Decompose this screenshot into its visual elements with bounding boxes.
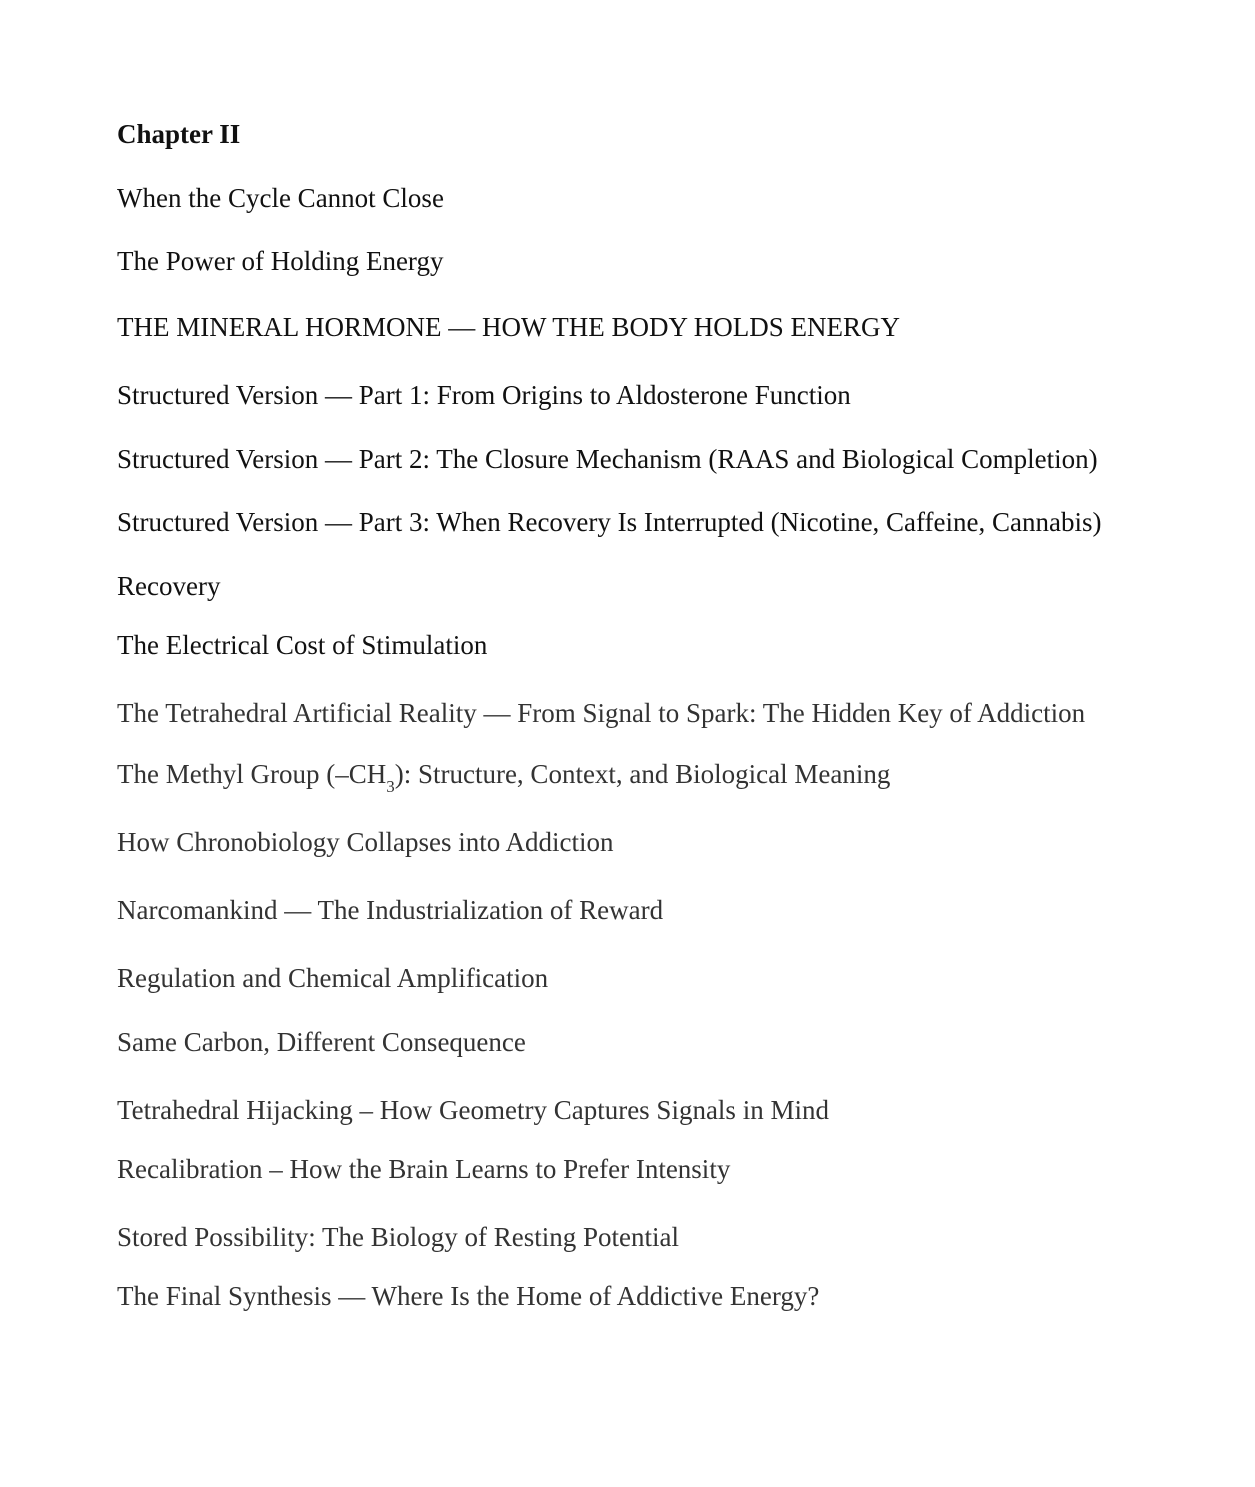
toc-entry: Regulation and Chemical Amplification (117, 963, 549, 993)
toc-entry: THE MINERAL HORMONE — HOW THE BODY HOLDS ENERGY (117, 312, 900, 342)
toc-entry-methyl-group (117, 759, 891, 796)
methyl-prefix: The Methyl Group (–CH (117, 759, 387, 789)
methyl-suffix: ): Structure, Context, and Biological Meaning (394, 759, 891, 789)
toc-entry: How Chronobiology Collapses into Addiction (117, 827, 614, 857)
toc-entry: The Power of Holding Energy (117, 246, 444, 276)
toc-entry: Structured Version — Part 2: The Closure Mechanism (RAAS and Biological Completion) (117, 444, 1098, 474)
toc-entry: Same Carbon, Different Consequence (117, 1027, 526, 1057)
toc-entry: Structured Version — Part 1: From Origins to Aldosterone Function (117, 380, 851, 410)
toc-entry: The Tetrahedral Artificial Reality — From Signal to Spark: The Hidden Key of Addiction (117, 698, 1086, 728)
toc-entry: Recovery (117, 571, 221, 601)
chapter-heading: Chapter II (117, 119, 241, 149)
toc-entry: Recalibration – How the Brain Learns to Prefer Intensity (117, 1154, 731, 1184)
toc-entry: Tetrahedral Hijacking – How Geometry Captures Signals in Mind (117, 1095, 829, 1125)
toc-entry: The Electrical Cost of Stimulation (117, 630, 488, 660)
toc-entry: The Final Synthesis — Where Is the Home of Addictive Energy? (117, 1281, 820, 1311)
toc-entry: Stored Possibility: The Biology of Resting Potential (117, 1222, 680, 1252)
methyl-subscript: 3 (386, 777, 395, 796)
toc-entry: When the Cycle Cannot Close (117, 183, 444, 213)
toc-entry: Structured Version — Part 3: When Recovery Is Interrupted (Nicotine, Caffeine, Cannabis) (117, 507, 1102, 537)
toc-entry: Narcomankind — The Industrialization of Reward (117, 895, 664, 925)
